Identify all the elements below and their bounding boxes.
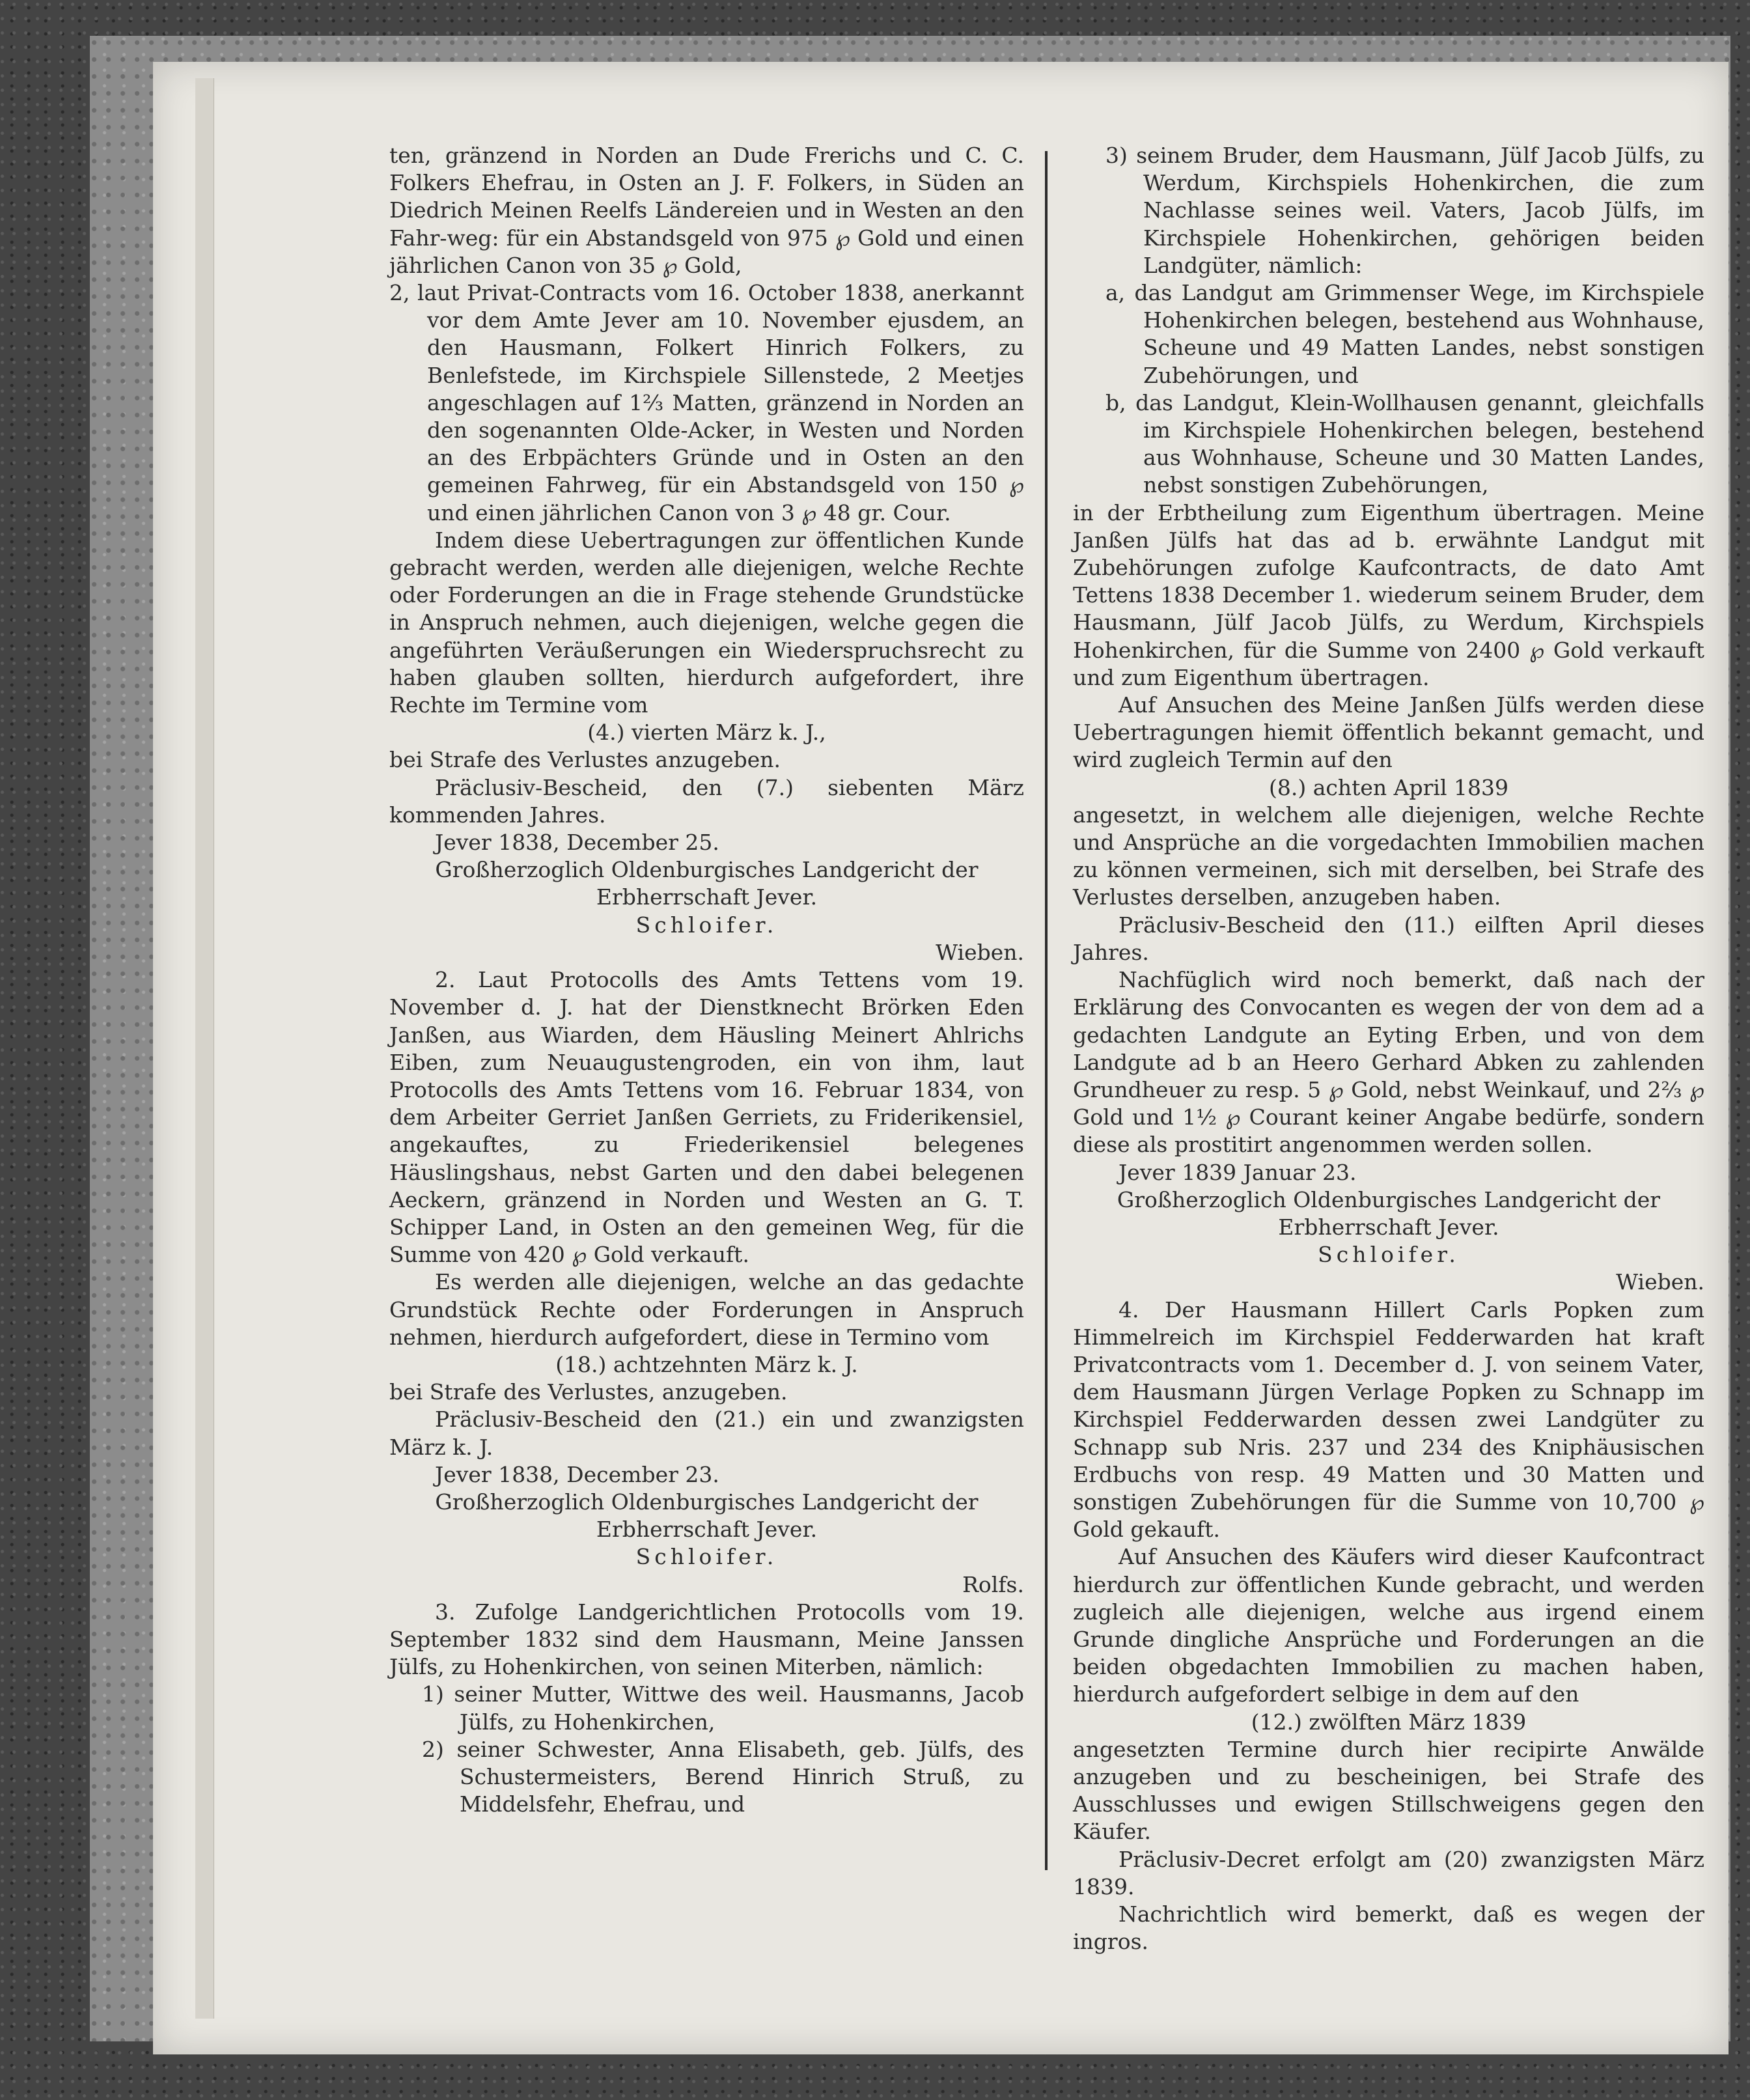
right-column-paragraph: Schloifer.: [1318, 1242, 1460, 1268]
right-column-paragraph: Auf Ansuchen des Käufers wird dieser Kaufcontract hierdurch zur öffentlichen Kunde gebracht, und werden zugleich alle diejenigen, welche aus irgend einem Grunde dingliche Ansprüche und Forderungen an die beiden obgedachten Immobilien zu machen haben, hierdurch aufgefordert selbige in dem auf den: [1073, 1544, 1704, 1707]
right-column-paragraph: Präclusiv-Decret erfolgt am (20) zwanzigsten März 1839.: [1073, 1846, 1704, 1899]
right-column-paragraph: Jever 1839 Januar 23.: [1118, 1159, 1357, 1185]
left-column-paragraph: Jever 1838, December 23.: [435, 1461, 719, 1487]
left-column-paragraph: bei Strafe des Verlustes anzugeben.: [389, 747, 781, 773]
left-column-paragraph: (4.) vierten März k. J.,: [587, 720, 826, 746]
right-column-paragraph: Auf Ansuchen des Meine Janßen Jülfs werden diese Uebertragungen hiemit öffentlich bekannt gemacht, und wird zugleich Termin auf den: [1073, 692, 1704, 773]
left-column-paragraph: Wieben.: [936, 939, 1024, 965]
right-column-paragraph: b, das Landgut, Klein-Wollhausen genannt, gleichfalls im Kirchspiele Hohenkirchen belegen, bestehend aus Wohnhause, Scheune und 30 Matten Landes, nebst sonstigen Zubehörungen,: [1105, 389, 1704, 498]
left-column-paragraph: Großherzoglich Oldenburgisches Landgericht der Erbherrschaft Jever.: [435, 1489, 979, 1543]
left-column-paragraph: Schloifer.: [635, 912, 778, 938]
right-column-paragraph: a, das Landgut am Grimmenser Wege, im Kirchspiele Hohenkirchen belegen, bestehend aus Wohnhause, Scheune und 49 Matten Landes, nebst sonstigen Zubehörungen, und: [1105, 280, 1704, 388]
right-text-column: [1073, 142, 1704, 1955]
left-column-paragraph: 1) seiner Mutter, Wittwe des weil. Hausmanns, Jacob Jülfs, zu Hohenkirchen,: [422, 1681, 1024, 1735]
right-column-paragraph: 4. Der Hausmann Hillert Carls Popken zum Himmelreich im Kirchspiel Fedderwarden hat kraft Privatcontracts vom 1. December d. J. von seinem Vater, dem Hausmann Jürgen Verlage Popken zu Schnapp im Kirchspiel Fedderwarden dessen zwei Landgüter zu Schnapp sub Nris. 237 und 234 des Kniphäusischen Erdbuchs von resp. 49 Matten und 30 Matten und sonstigen Zubehörungen für die Summe von 10,700 ℘ Gold gekauft.: [1073, 1296, 1704, 1543]
left-column-paragraph: Schloifer.: [635, 1544, 778, 1570]
left-column-paragraph: Präclusiv-Bescheid, den (7.) siebenten März kommenden Jahres.: [389, 774, 1024, 828]
right-column-paragraph: Präclusiv-Bescheid den (11.) eilften April dieses Jahres.: [1073, 912, 1704, 965]
left-column-paragraph: (18.) achtzehnten März k. J.: [555, 1351, 858, 1377]
right-column-paragraph: angesetzt, in welchem alle diejenigen, welche Rechte und Ansprüche an die vorgedachten Immobilien machen zu können vermeinen, sich mit derselben, bei Strafe des Verlustes derselben, anzugeben haben.: [1073, 802, 1704, 910]
right-column-paragraph: angesetzten Termine durch hier recipirte Anwälde anzugeben und zu bescheinigen, bei Strafe des Ausschlusses und ewigen Stillschweigens gegen den Käufer.: [1073, 1736, 1704, 1845]
left-column-paragraph: Großherzoglich Oldenburgisches Landgericht der Erbherrschaft Jever.: [435, 857, 979, 910]
left-text-column: [389, 142, 1024, 1818]
left-column-paragraph: bei Strafe des Verlustes, anzugeben.: [389, 1379, 788, 1405]
left-column-paragraph: 2. Laut Protocolls des Amts Tettens vom 19. November d. J. hat der Dienstknecht Brörken Eden Janßen, aus Wiarden, dem Häusling Meinert Ahlrichs Eiben, zum Neuaugustengroden, ein von ihm, laut Protocolls des Amts Tettens vom 16. Februar 1834, von dem Arbeiter Gerriet Janßen Gerriets, zu Friderikensiel, angekauftes, zu Friederikensiel belegenes Häuslingshaus, nebst Garten und den dabei belegenen Aeckern, gränzend in Norden und Westen an G. T. Schipper Land, in Osten an den gemeinen Weg, für die Summe von 420 ℘ Gold verkauft.: [389, 967, 1024, 1268]
left-column-paragraph: Präclusiv-Bescheid den (21.) ein und zwanzigsten März k. J.: [389, 1407, 1024, 1460]
left-column-paragraph: Jever 1838, December 25.: [435, 830, 719, 856]
right-column-paragraph: in der Erbtheilung zum Eigenthum übertragen. Meine Janßen Jülfs hat das ad b. erwähnte Landgut mit Zubehörungen zufolge Kaufcontracts, de dato Amt Tettens 1838 December 1. wiederum seinem Bruder, dem Hausmann, Jülf Jacob Jülfs, zu Werdum, Kirchspiels Hohenkirchen, für die Summe von 2400 ℘ Gold verkauft und zum Eigenthum übertragen.: [1073, 499, 1704, 690]
left-column-paragraph: Es werden alle diejenigen, welche an das gedachte Grundstück Rechte oder Forderungen in Anspruch nehmen, hierdurch aufgefordert, diese in Termino vom: [389, 1269, 1024, 1350]
left-column-paragraph: 2) seiner Schwester, Anna Elisabeth, geb. Jülfs, des Schustermeisters, Berend Hinrich Struß, zu Middelsfehr, Ehefrau, und: [422, 1736, 1024, 1817]
column-divider: [1045, 151, 1048, 1870]
left-column-paragraph: Indem diese Uebertragungen zur öffentlichen Kunde gebracht werden, werden alle diejenigen, welche Rechte oder Forderungen an die in Frage stehende Grundstücke in Anspruch nehmen, auch diejenigen, welche gegen die angeführten Veräußerungen ein Wiederspruchsrecht zu haben glauben sollten, hierdurch aufgefordert, ihre Rechte im Termine vom: [389, 527, 1024, 718]
right-column-paragraph: (12.) zwölften März 1839: [1251, 1709, 1527, 1735]
left-column-paragraph: 2, laut Privat-Contracts vom 16. October 1838, anerkannt vor dem Amte Jever am 10. November ejusdem, an den Hausmann, Folkert Hinrich Folkers, zu Benlefstede, im Kirchspiele Sillenstede, 2 Meetjes angeschlagen auf 1⅔ Matten, gränzend in Norden an den sogenannten Olde-Acker, in Westen und Norden an des Erbpächters Gründe und in Osten an den gemeinen Fahrweg, für ein Abstandsgeld von 150 ℘ und einen jährlichen Canon von 3 ℘ 48 gr. Cour.: [389, 280, 1024, 525]
left-column-paragraph: Rolfs.: [962, 1571, 1024, 1597]
right-column-paragraph: 3) seinem Bruder, dem Hausmann, Jülf Jacob Jülfs, zu Werdum, Kirchspiels Hohenkirchen, die zum Nachlasse seines weil. Vaters, Jacob Jülfs, im Kirchspiele Hohenkirchen, gehörigen beiden Landgüter, nämlich:: [1105, 143, 1704, 278]
left-column-paragraph: ten, gränzend in Norden an Dude Frerichs und C. C. Folkers Ehefrau, in Osten an J. F. Folkers, in Süden an Diedrich Meinen Reelfs Ländereien und in Westen an den Fahr-weg: für ein Abstandsgeld von 975 ℘ Gold und einen jährlichen Canon von 35 ℘ Gold,: [389, 143, 1024, 278]
right-column-paragraph: Nachrichtlich wird bemerkt, daß es wegen der ingros.: [1073, 1901, 1704, 1955]
page-fold-edge: [195, 78, 214, 2019]
left-column-paragraph: 3. Zufolge Landgerichtlichen Protocolls vom 19. September 1832 sind dem Hausmann, Meine Janssen Jülfs, zu Hohenkirchen, von seinen Miterben, nämlich:: [389, 1599, 1024, 1680]
right-column-paragraph: Wieben.: [1616, 1269, 1704, 1295]
right-column-paragraph: Großherzoglich Oldenburgisches Landgericht der Erbherrschaft Jever.: [1117, 1186, 1661, 1240]
right-column-paragraph: (8.) achten April 1839: [1269, 774, 1508, 800]
right-column-paragraph: Nachfüglich wird noch bemerkt, daß nach der Erklärung des Convocanten es wegen der von dem ad a gedachten Landgute an Eyting Erben, und von dem Landgute ad b an Heero Gerhard Abken zu zahlenden Grundheuer zu resp. 5 ℘ Gold, nebst Weinkauf, und 2⅔ ℘ Gold und 1½ ℘ Courant keiner Angabe bedürfe, sondern diese als prostitirt angenommen werden sollen.: [1073, 967, 1704, 1158]
